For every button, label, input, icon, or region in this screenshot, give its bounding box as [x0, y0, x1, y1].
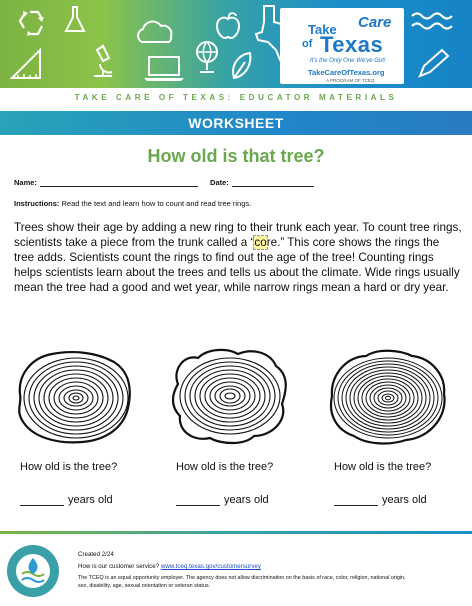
- tree-2-years-old: years old: [224, 494, 269, 506]
- educator-materials-subtitle: TAKE CARE OF TEXAS: EDUCATOR MATERIALS: [74, 93, 398, 102]
- instructions-text: Read the text and learn how to count and read tree rings.: [59, 199, 252, 208]
- date-label: Date:: [210, 178, 229, 187]
- survey-prefix: How is our customer service?: [78, 563, 161, 570]
- flask-icon: [62, 4, 88, 36]
- microscope-icon: [86, 42, 116, 82]
- tree-3-years-old: years old: [382, 494, 427, 506]
- name-date-row: [14, 178, 314, 187]
- tree-1-answer: [20, 494, 113, 506]
- tree-3-answer: [334, 494, 427, 506]
- tree-2-question: How old is the tree?: [176, 461, 274, 473]
- name-field[interactable]: [40, 186, 198, 187]
- tree-2-answer: [176, 494, 269, 506]
- footer-divider: [0, 531, 472, 534]
- take-care-of-texas-logo[interactable]: [280, 8, 404, 84]
- tree-1-question: How old is the tree?: [20, 461, 118, 473]
- eeo-statement-line-2: sex, disability, age, sexual orientation or veteran status.: [78, 583, 211, 589]
- name-label: Name:: [14, 178, 37, 187]
- passage-text-start: Trees show their age by adding a new ring to their trunk each year. To count tree rings, scientists take a piece from the trunk called a “: [14, 221, 462, 249]
- date-field[interactable]: [232, 186, 314, 187]
- tree-rings-2: [168, 346, 292, 446]
- water-waves-icon: [410, 10, 456, 32]
- tree-1-answer-blank[interactable]: [20, 505, 64, 506]
- tceq-seal: [6, 544, 60, 598]
- logo-texas: Texas: [320, 32, 384, 57]
- recycle-icon: [14, 6, 48, 40]
- logo-tagline: It's the Only One We've Got!: [310, 58, 386, 64]
- header-banner: [0, 0, 472, 88]
- ruler-icon: [8, 46, 44, 82]
- pencil-icon: [412, 46, 452, 82]
- created-date: Created 2/24: [78, 551, 114, 558]
- page-title: How old is that tree?: [147, 146, 325, 166]
- apple-icon: [214, 10, 242, 40]
- tree-1-years-old: years old: [68, 494, 113, 506]
- globe-icon: [194, 38, 220, 78]
- survey-link[interactable]: www.tceq.texas.gov/customersurvey: [160, 563, 261, 570]
- cloud-icon: [132, 18, 178, 46]
- tree-3-question: How old is the tree?: [334, 461, 432, 473]
- reading-passage: [14, 220, 462, 295]
- laptop-icon: [142, 54, 186, 82]
- tree-3-answer-blank[interactable]: [334, 505, 378, 506]
- tree-rings-1: [12, 346, 136, 446]
- logo-care: Care: [358, 14, 392, 31]
- worksheet-label: WORKSHEET: [0, 111, 472, 135]
- logo-url: TakeCareOfTexas.org: [308, 68, 385, 77]
- instructions-label: Instructions:: [14, 199, 60, 208]
- eeo-statement-line-1: The TCEQ is an equal opportunity employer. The agency does not allow discrimination on the basis of race, color, religion, national origin,: [78, 575, 406, 581]
- customer-survey: [78, 563, 261, 570]
- instructions: [14, 199, 251, 208]
- passage-text-end: re.” This core shows the rings the tree adds. Scientists count the rings to find out the age of the tree! Counting rings helps scientists learn about the trees and tells us about the climate. Wide rings usually mean the tree had a good and wet year, while narrow rings mean a hard or dry year.: [14, 236, 460, 294]
- logo-of: of: [302, 38, 313, 50]
- tree-rings-3: [326, 346, 450, 446]
- tree-2-answer-blank[interactable]: [176, 505, 220, 506]
- leaf-icon: [228, 50, 254, 82]
- logo-program: A PROGRAM OF TCEQ: [326, 78, 375, 83]
- logo-take: Take: [308, 22, 337, 37]
- highlighted-text: co: [254, 236, 267, 249]
